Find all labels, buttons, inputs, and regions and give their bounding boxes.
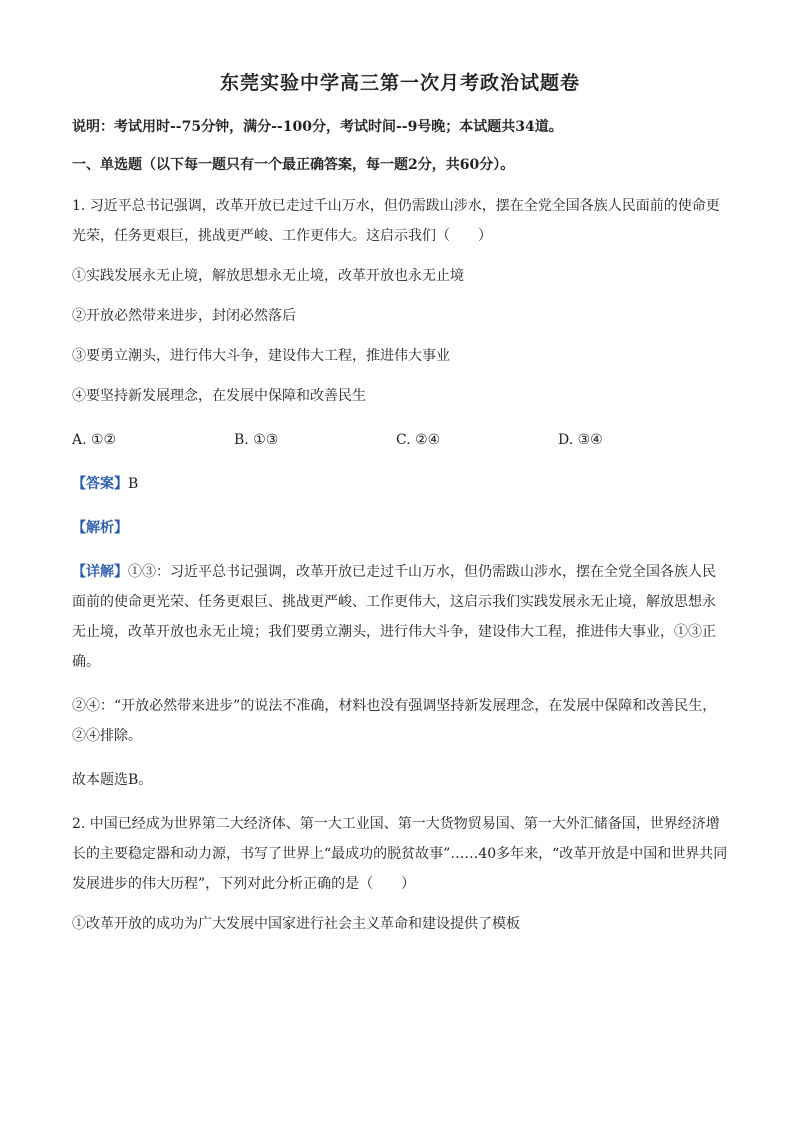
analysis-tag: 【解析】 [72,520,128,536]
exam-page [72,60,728,939]
detail-text: ①③：习近平总书记强调，改革开放已走过千山万水，但仍需跋山涉水，摆在全党全国各族人民面前的使命更光荣、任务更艰巨、挑战更严峻、工作更伟大，这启示我们实践发展永无止境，解放思想永无止境，改革开放也永无止境；我们要勇立潮头，进行伟大斗争，建设伟大工程，推进伟大事业，①③正确。 [72,564,716,670]
question-1 [72,191,728,795]
answer-line [72,469,728,499]
exam-instructions: 说明：考试用时--75分钟，满分--100分，考试时间--9号晚；本试题共34道。 [72,119,563,135]
answer-value: B [128,476,139,492]
statement-item: ③要勇立潮头，进行伟大斗争，建设伟大工程，推进伟大事业 [72,348,450,364]
analysis-line [72,513,728,543]
detail-tag: 【详解】 [72,564,128,580]
question-2 [72,809,728,939]
answer-options [72,425,728,455]
statement-item: ①改革开放的成功为广大发展中国家进行社会主义革命和建设提供了模板 [72,916,520,932]
statement-item: ①实践发展永无止境，解放思想永无止境，改革开放也永无止境 [72,268,464,284]
question-stem: 1. 习近平总书记强调，改革开放已走过千山万水，但仍需跋山涉水，摆在全党全国各族人民面前的使命更光荣，任务更艰巨，挑战更严峻、工作更伟大。这启示我们（ ） [72,198,720,244]
answer-tag: 【答案】 [72,476,128,492]
option-c: C. ②④ [396,432,441,448]
option-b: B. ①③ [234,432,279,448]
conclusion: 故本题选B。 [72,772,153,788]
option-d: D. ③④ [558,432,603,448]
section-heading: 一、单选题（以下每一题只有一个最正确答案，每一题2分，共60分）。 [72,157,515,173]
page-title: 东莞实验中学高三第一次月考政治试题卷 [219,72,580,94]
statement-item: ④要坚持新发展理念，在发展中保障和改善民生 [72,388,366,404]
detail-paragraph [72,557,728,677]
exclude-paragraph: ②④：“开放必然带来进步”的说法不准确，材料也没有强调坚持新发展理念，在发展中保障和改善民生，②④排除。 [72,698,717,744]
option-a: A. ①② [72,432,117,448]
statement-item: ②开放必然带来进步，封闭必然落后 [72,308,296,324]
question-stem: 2. 中国已经成为世界第二大经济体、第一大工业国、第一大货物贸易国、第一大外汇储备国，世界经济增长的主要稳定器和动力源，书写了世界上“最成功的脱贫故事”……40多年来，“改革开放是中国和世界共同发展进步的伟大历程”，下列对此分析正确的是（ ） [72,816,728,892]
